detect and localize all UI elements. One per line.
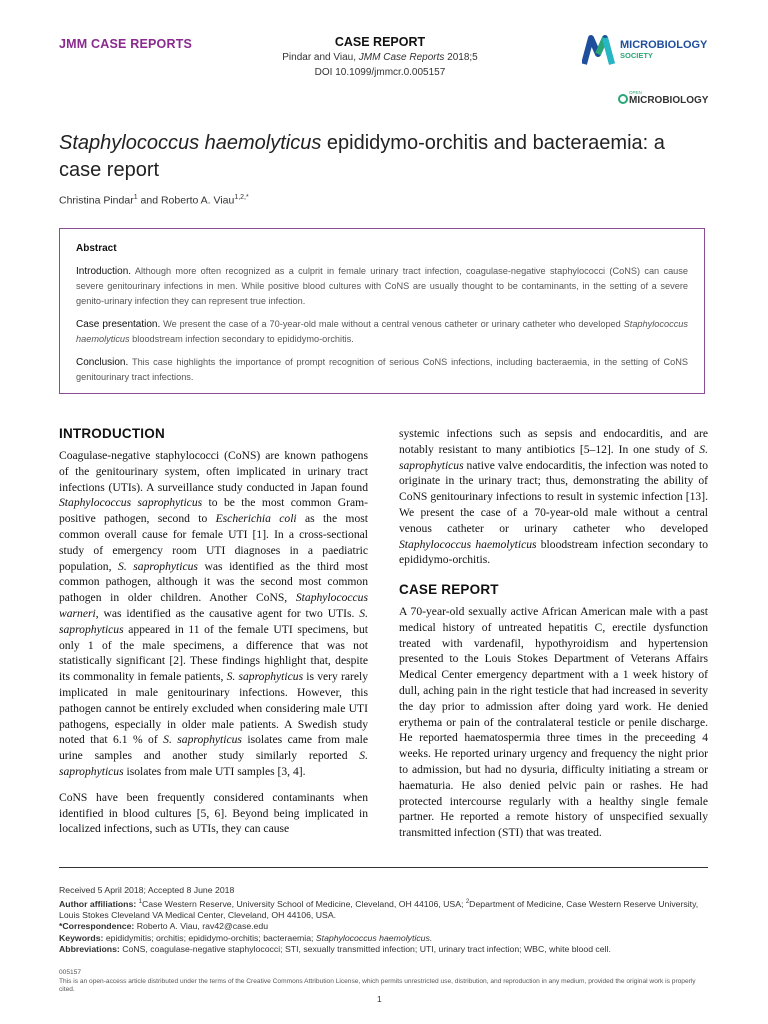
intro-p1-seg: is very rarely implicated in male genitourinary infections. However, this pathogen cannot be entirely excluded when considering male UTI pathogens, especially in older male patients. A Swedish study noted that 6.1 % of xyxy=(59,670,369,747)
abstract-intro-text: Although more often recognized as a culprit in female urinary tract infection, coagulase-negative staphylococci (CoNS) can cause severe genitourinary infections in men. While positive blood cultures with CoNS are usually thought to be contaminants, in the setting of a severe genito-urinary infection they can represent true infection. xyxy=(76,266,688,306)
intro-p1-seg: appeared in 11 of the female UTI specimens, but only 1 of the male specimens, a difference that was not statistically significant [2]. These findings highlight that, despite its commonality in female patients, xyxy=(59,622,368,684)
intro-p1-italic: Staphylococcus saprophyticus xyxy=(59,496,203,510)
abstract-heading: Abstract xyxy=(76,243,117,254)
citation-journal: JMM Case Reports xyxy=(358,52,445,63)
keywords-text: epididymitis; orchitis; epididymo-orchitis; bacteraemia; xyxy=(103,932,316,943)
license-text: This is an open-access article distributed under the terms of the Creative Commons Attribution License, which permits unrestricted use, distribution, and reproduction in any medium, provided the original work is properly cited. xyxy=(59,977,696,993)
left-column xyxy=(59,448,368,837)
correspondence-label: *Correspondence: xyxy=(59,921,135,932)
intro-p3-italic: Staphylococcus haemolyticus xyxy=(399,537,537,551)
abstract-box xyxy=(59,228,705,394)
intro-paragraph-3 xyxy=(399,426,708,568)
intro-p3-seg: native valve endocarditis, the infection was noted to originate in the urinary tract; thus, demonstrating the ability of CoNS genitourinary infections to result in systemic infection [13]. We present the case of a 70-year-old male without a central venous catheter or urinary catheter who developed xyxy=(399,458,708,535)
doi-link[interactable]: DOI 10.1099/jmmcr.0.005157 xyxy=(314,67,446,78)
abstract-case-text-2: bloodstream infection secondary to epididymo-orchitis. xyxy=(129,334,354,344)
right-column-top xyxy=(399,426,708,568)
author-2[interactable]: Roberto A. Viau xyxy=(160,194,235,207)
title-rest: epididymo-orchitis and bacteraemia: a case report xyxy=(59,132,665,181)
title-italic: Staphylococcus haemolyticus xyxy=(59,132,322,154)
abstract-concl-text: This case highlights the importance of prompt recognition of serious CoNS infections, including bacteraemia, in the setting of CoNS genitourinary tract infections. xyxy=(76,357,688,382)
intro-p1-italic: S. saprophyticus xyxy=(118,559,198,573)
abbreviations xyxy=(59,944,709,956)
abstract-concl-label: Conclusion. xyxy=(76,357,129,368)
citation-year: 2018;5 xyxy=(444,52,478,63)
article-type: CASE REPORT xyxy=(334,35,426,49)
intro-p1-italic: S. saprophyticus xyxy=(226,670,304,684)
abstract-case xyxy=(76,317,688,347)
author-affiliations xyxy=(59,897,709,922)
intro-p1-seg: as the most common overall cause for female UTI [1]. In a cross-sectional study of emergency room UTI diagnoses in a paediatric population, xyxy=(59,512,368,573)
right-column-bottom xyxy=(399,604,708,841)
citation-authors: Pindar and Viau, xyxy=(282,52,359,63)
abstract-case-italic: Staphylococcus haemolyticus xyxy=(76,319,688,344)
affil-text-2: Department of Medicine, Case Western Reserve University, Louis Stokes Cleveland VA Medical Center, Cleveland, OH 44106, USA. xyxy=(59,898,699,920)
keywords-italic: Staphylococcus haemolyticus. xyxy=(315,932,433,943)
affil-sup-2: 2 xyxy=(465,898,470,905)
open-lock-icon xyxy=(619,95,627,103)
abbreviations-text: CoNS, coagulase-negative staphylococci; STI, sexually transmitted infection; UTI, urinary tract infection; WBC, white blood cell. xyxy=(119,944,611,955)
author-1-affil: 1 xyxy=(133,194,138,201)
intro-p1-seg: isolates from male UTI samples [3, 4]. xyxy=(123,764,306,778)
license-block xyxy=(59,969,709,995)
article-title xyxy=(59,130,699,184)
open-label: OPEN xyxy=(629,90,642,95)
author-2-affil: 1,2,* xyxy=(234,194,249,201)
intro-p1-seg: isolates came from male urine samples and another study similarly reported xyxy=(59,733,368,763)
intro-p1-seg: to be the most common Gram-positive pathogen, second to xyxy=(59,496,368,526)
logo-m-accent2-icon xyxy=(605,38,612,64)
affiliations-label: Author affiliations: xyxy=(59,898,137,909)
article-number: 005157 xyxy=(59,969,82,976)
logo-text-line1: MICROBIOLOGY xyxy=(620,39,708,51)
intro-p3-seg: bloodstream infection secondary to epididymo-orchitis. xyxy=(399,537,708,567)
abstract-conclusion xyxy=(76,355,688,385)
open-microbiology-logo[interactable] xyxy=(618,88,710,106)
keywords xyxy=(59,933,709,945)
correspondence xyxy=(59,921,709,933)
citation xyxy=(280,50,480,65)
intro-p1-seg: was identified as the third most common pathogen, although it was the second most common pathogen in older children. Another CoNS, xyxy=(59,559,368,605)
intro-p1-italic: S. saprophyticus xyxy=(163,733,242,747)
intro-paragraph-2: CoNS have been frequently considered contaminants when identified in blood cultures [5, 6]. Beyond being implicated in localized infections, such as UTIs, they can cause xyxy=(59,790,368,836)
intro-p3-italic: S. saprophyticus xyxy=(399,442,708,472)
received-dates: Received 5 April 2018; Accepted 8 June 2018 xyxy=(59,885,235,895)
abstract-intro-label: Introduction. xyxy=(76,266,132,277)
keywords-label: Keywords: xyxy=(59,932,104,943)
intro-paragraph-1 xyxy=(59,448,368,780)
microbiology-society-logo[interactable] xyxy=(582,32,712,68)
case-report-heading: CASE REPORT xyxy=(399,582,499,597)
article-header xyxy=(280,35,480,80)
page-number: 1 xyxy=(377,994,382,1004)
intro-p1-seg: Coagulase-negative staphylococci (CoNS) are known pathogens of the genitourinary system, often implicated in urinary tract infections (UTIs). A surveillance study conducted in Japan found xyxy=(59,449,368,494)
open-microbiology-text: MICROBIOLOGY xyxy=(629,95,709,106)
journal-name: JMM CASE REPORTS xyxy=(59,37,193,51)
abstract-case-text-1: We present the case of a 70-year-old male without a central venous catheter or urinary catheter who developed xyxy=(160,319,624,329)
footer-divider xyxy=(59,867,708,868)
footer-notes xyxy=(59,885,709,956)
intro-p1-italic: S. saprophyticus xyxy=(59,606,368,636)
author-list xyxy=(59,194,249,207)
affil-text-1: Case Western Reserve, University School of Medicine, Cleveland, OH 44106, USA; xyxy=(141,898,466,909)
intro-p1-italic: Staphylococcus warneri xyxy=(59,591,368,620)
authors-and: and xyxy=(137,194,161,207)
logo-text-line2: SOCIETY xyxy=(620,51,653,60)
abstract-introduction xyxy=(76,264,688,309)
case-paragraph-1: A 70-year-old sexually active African American male with a past medical history of untreated hepatitis C, erectile dysfunction treated with vardenafil, hypothyroidism and hypertension presented to the Louis Stokes Department of Veterans Affairs Medical Center emergency department with a 1 week history of dull, aching pain in the right testicle that had increased in severity the day prior to admission after doing yard work. He denied erythema or pain of the contralateral testicle or penile discharge. He reported haematospermia three times in the preceeding 4 weeks. He reported urinary urgency and frequency the night prior to admission, but had no dysuria, difficulty initiating a stream or haematuria. He also denied pelvic pain or rashes. He had protected intercourse regularly with a healthy single female partner. He reported a remote history of unspecified sexually transmitted infection (STI) that was treated. xyxy=(399,605,708,840)
intro-p1-italic: Escherichia coli xyxy=(215,512,297,526)
intro-p1-italic: S. saprophyticus xyxy=(59,749,368,778)
intro-p3-seg: systemic infections such as sepsis and endocarditis, and are notably resistant to many antibiotics [5–12]. In one study of xyxy=(399,427,708,456)
abstract-case-label: Case presentation. xyxy=(76,319,161,330)
abbreviations-label: Abbreviations: xyxy=(59,944,120,955)
affil-sup-1: 1 xyxy=(138,898,142,905)
correspondence-email[interactable]: Roberto A. Viau, rav42@case.edu xyxy=(134,921,269,932)
author-1[interactable]: Christina Pindar xyxy=(59,194,134,207)
introduction-heading: INTRODUCTION xyxy=(59,426,165,441)
intro-p1-seg: , was identified as the causative agent for two UTIs. xyxy=(95,606,360,620)
